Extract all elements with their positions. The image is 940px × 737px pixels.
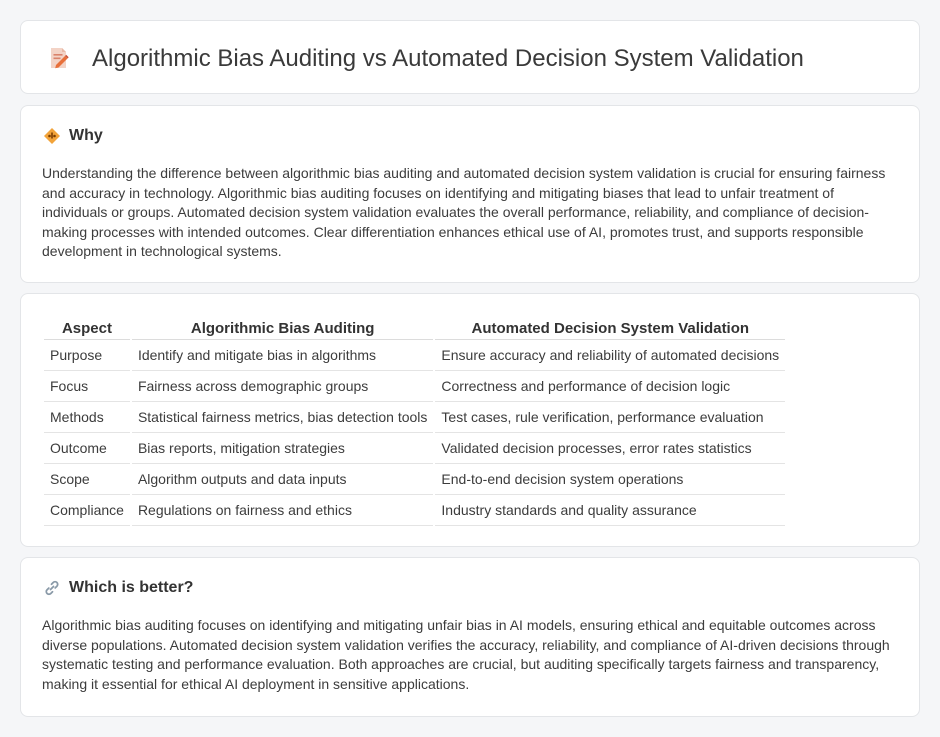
table-cell: Correctness and performance of decision logic	[434, 371, 785, 402]
diamond-warning-icon	[43, 127, 61, 145]
table-cell: Bias reports, mitigation strategies	[131, 433, 434, 464]
why-heading-row	[43, 127, 103, 145]
memo-pencil-icon	[47, 46, 71, 70]
column-header: Algorithmic Bias Auditing	[131, 316, 434, 340]
table-cell: Methods	[44, 402, 131, 433]
title-card	[20, 20, 920, 94]
table-cell: Algorithm outputs and data inputs	[131, 464, 434, 495]
table-cell: Test cases, rule verification, performance evaluation	[434, 402, 785, 433]
table-row	[44, 464, 785, 495]
table-cell: Identify and mitigate bias in algorithms	[131, 340, 434, 371]
table-cell: Focus	[44, 371, 131, 402]
page-title: Algorithmic Bias Auditing vs Automated Decision System Validation	[92, 45, 804, 72]
better-heading: Which is better?	[69, 579, 194, 596]
table-cell: Compliance	[44, 495, 131, 526]
table-header-row	[44, 316, 785, 340]
table-row	[44, 371, 785, 402]
table-row	[44, 433, 785, 464]
table-cell: Validated decision processes, error rates statistics	[434, 433, 785, 464]
column-header: Automated Decision System Validation	[434, 316, 785, 340]
which-is-better-section	[20, 557, 920, 717]
table-cell: Regulations on fairness and ethics	[131, 495, 434, 526]
table-cell: Scope	[44, 464, 131, 495]
comparison-section	[20, 293, 920, 547]
table-cell: End-to-end decision system operations	[434, 464, 785, 495]
table-row	[44, 402, 785, 433]
link-icon	[43, 579, 61, 597]
better-text: Algorithmic bias auditing focuses on identifying and mitigating unfair bias in AI models, ensuring ethical and equitable outcomes across diverse populations. Automated decision system validation verifies the accuracy, reliability, and compliance of AI-driven decisions through systematic testing and performance evaluation. Both approaches are crucial, but auditing specifically targets fairness and transparency, making it essential for ethical AI deployment in sensitive applications.	[42, 617, 890, 692]
why-text: Understanding the difference between algorithmic bias auditing and automated decision system validation is crucial for ensuring fairness and accuracy in technology. Algorithmic bias auditing focuses on identifying and mitigating biases that lead to unfair treatment of individuals or groups. Automated decision system validation evaluates the overall performance, reliability, and compliance of decision-making processes with intended outcomes. Clear differentiation enhances ethical use of AI, promotes trust, and supports responsible development in technological systems.	[42, 165, 886, 259]
why-heading: Why	[69, 127, 103, 144]
table-cell: Fairness across demographic groups	[131, 371, 434, 402]
table-row	[44, 340, 785, 371]
table-cell: Industry standards and quality assurance	[434, 495, 785, 526]
why-section	[20, 105, 920, 283]
table-cell: Statistical fairness metrics, bias detection tools	[131, 402, 434, 433]
table-cell: Purpose	[44, 340, 131, 371]
table-cell: Ensure accuracy and reliability of automated decisions	[434, 340, 785, 371]
comparison-table	[44, 316, 785, 526]
table-cell: Outcome	[44, 433, 131, 464]
better-heading-row	[43, 579, 193, 597]
table-row	[44, 495, 785, 526]
column-header: Aspect	[44, 316, 131, 340]
